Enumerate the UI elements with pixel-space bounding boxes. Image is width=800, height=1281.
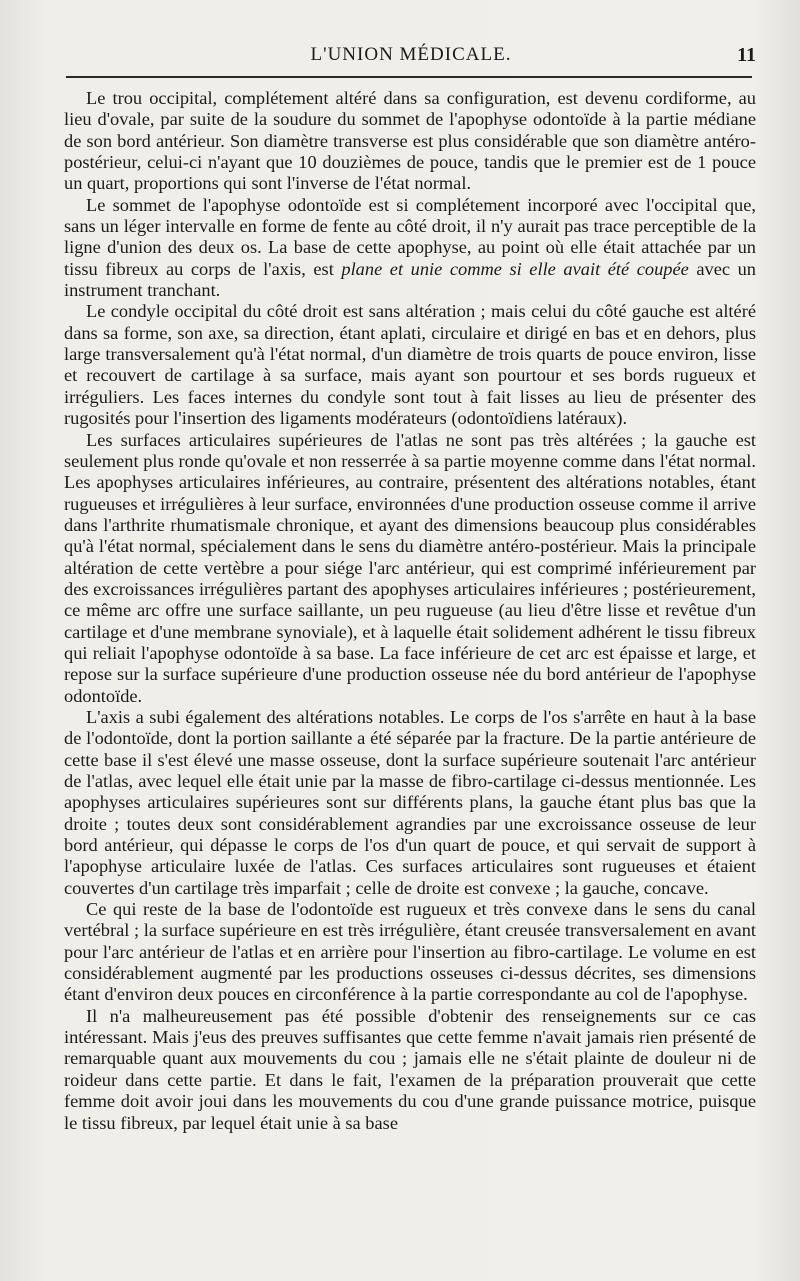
running-title: L'UNION MÉDICALE. — [310, 44, 512, 65]
paragraph-atlas: Les surfaces articulaires supérieures de l'atlas ne sont pas très altérées ; la gauche est seulement plus ronde qu'ovale et non resserrée à sa partie moyenne comme dans l'état normal. Les apophyses articulaires inférieures, au contraire, présentent des altérations notables, étant rugueuses et irrégulières à leur surface, environnées d'une production osseuse comme il arrive dans l'arthrite rhumatismale chronique, et ayant des dimensions beaucoup plus considérables qu'à l'état normal, spécialement dans le sens du diamètre antéro-postérieur. Mais la principale altération de cette vertèbre a pour siége l'arc antérieur, qui est comprimé inférieurement par des excroissances irrégulières partant des apophyses articulaires inférieures ; postérieurement, ce même arc offre une surface saillante, un peu rugueuse (au lieu d'être lisse et revêtue d'un cartilage et d'une membrane synoviale), et à laquelle était solidement adhérent le tissu fibreux qui reliait l'apophyse odontoïde à sa base. La face inférieure de cet arc est épaisse et large, et repose sur la surface supérieure d'une production osseuse née du bord antérieur de l'apophyse odontoïde. — [64, 429, 756, 706]
paragraph-history: Il n'a malheureusement pas été possible d'obtenir des renseignements sur ce cas intéressant. Mais j'eus des preuves suffisantes que cette femme n'avait jamais rien présenté de remarquable quant aux mouvements du cou ; jamais elle ne s'était plainte de douleur ni de roideur dans cette partie. Et dans le fait, l'examen de la préparation prouverait que cette femme doit avoir joui dans les mouvements du cou d'une grande puissance motrice, puisque le tissu fibreux, par lequel était unie à sa base — [64, 1005, 756, 1133]
paragraph-text: Le sommet de l'apophyse odontoïde est si complétement incorporé avec l'occipital que, sans un léger intervalle en forme de fente au côté droit, il n'y aurait pas trace perceptible de la ligne d'union des deux os. La base de cette apophyse, au point où elle était attachée par un tissu fibreux au corps de l'axis, est — [64, 194, 756, 279]
paragraph-occipital-condyle: Le condyle occipital du côté droit est sans altération ; mais celui du côté gauche est altéré dans sa forme, son axe, sa direction, étant aplati, circulaire et dirigé en bas et en dehors, plus large transversalement qu'à l'état normal, d'un diamètre de trois quarts de pouce environ, lisse et recouvert de cartilage à sa surface, mais ayant son pourtour et ses bords rugueux et irréguliers. Les faces internes du condyle sont tout à fait lisses au lieu de présenter des rugosités pour l'insertion des ligaments modérateurs (odontoïdiens latéraux). — [64, 301, 756, 429]
paragraph-odontoid-base: Ce qui reste de la base de l'odontoïde est rugueux et très convexe dans le sens du canal vertébral ; la surface supérieure en est très irrégulière, étant creusée transversalement en avant pour l'arc antérieur de l'atlas et en arrière pour l'insertion au fibro-cartilage. Le volume en est considérablement augmenté par les productions osseuses ci-dessus décrites, ses dimensions étant d'environ deux pouces en circonférence à la partie correspondante au col de l'apophyse. — [64, 899, 756, 1005]
article-body — [64, 88, 756, 1134]
page-number: 11 — [737, 44, 756, 66]
italic-phrase: plane et unie comme si elle avait été coupée — [341, 258, 689, 279]
paragraph-foramen-magnum: Le trou occipital, complétement altéré dans sa configuration, est devenu cordiforme, au lieu d'ovale, par suite de la soudure du sommet de l'apophyse odontoïde à la partie médiane de son bord antérieur. Son diamètre transverse est plus considérable que son diamètre antéro-postérieur, celui-ci n'ayant que 10 douzièmes de pouce, tandis que le premier est de 1 pouce un quart, proportions qui sont l'inverse de l'état normal. — [64, 88, 756, 194]
paragraph-axis: L'axis a subi également des altérations notables. Le corps de l'os s'arrête en haut à la base de l'odontoïde, dont la portion saillante a été séparée par la fracture. De la partie antérieure de cette base il s'est élevé une masse osseuse, dont la surface supérieure soutenait l'arc antérieur de l'atlas, avec lequel elle était unie par la masse de fibro-cartilage ci-dessus mentionnée. Les apophyses articulaires supérieures sont sur différents plans, la gauche étant plus bas que la droite ; toutes deux sont considérablement agrandies par une excroissance osseuse de leur bord antérieur, qui dépasse le corps de l'os d'un quart de pouce, et qui servait de support à l'apophyse articulaire luxée de l'atlas. Ces surfaces articulaires sont rugueuses et étaient couvertes d'un cartilage très imparfait ; celle de droite est convexe ; la gauche, concave. — [64, 706, 756, 898]
running-head — [66, 44, 756, 70]
paragraph-odontoid-apex — [64, 195, 756, 302]
paragraph-text: avec un instrument tranchant. — [64, 258, 757, 301]
header-rule — [66, 76, 752, 78]
